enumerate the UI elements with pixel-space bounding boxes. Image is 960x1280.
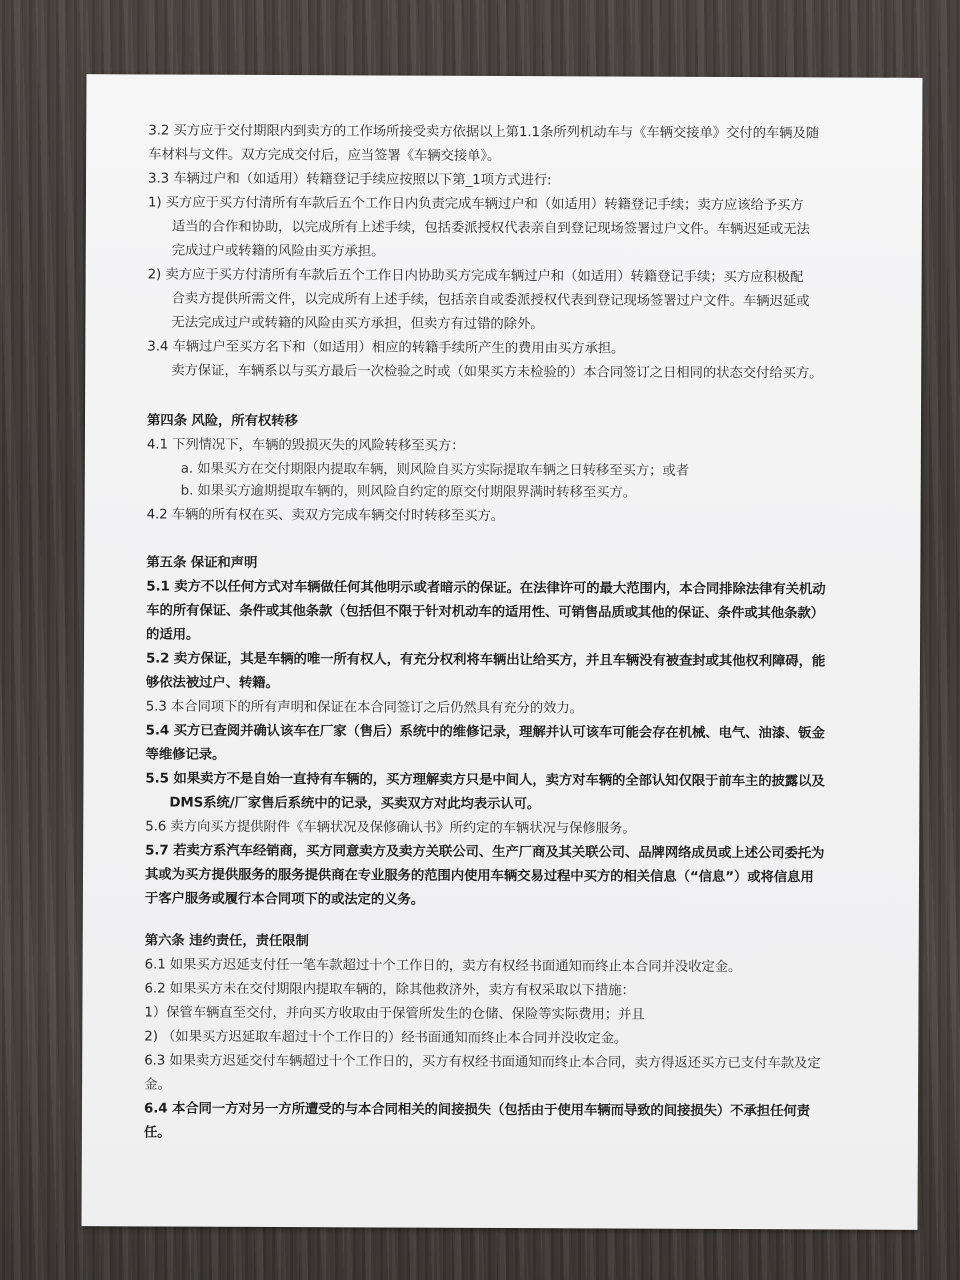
contract-page — [81, 74, 922, 1230]
item-1-line-2: 适当的合作和协助，以完成所有上述手续，包括委派授权代表亲自到登记现场签署过户文件。车辆迟延或无法 — [171, 219, 810, 238]
clause-6-4-line-1: 6.4 本合同一方对另一方所遭受的与本合同相关的间接损失（包括由于使用车辆而导致的间接损失）不承担任何责 — [143, 1101, 810, 1120]
clause-6-3-line-1: 6.3 如果卖方迟延交付车辆超过十个工作日的，买方有权经书面通知而终止本合同，卖方得返还买方已支付车款及定 — [144, 1053, 821, 1072]
clause-5-6: 5.6 卖方向买方提供附件《车辆状况及保修确认书》所约定的车辆状况与保修服务。 — [145, 819, 636, 837]
article-6-heading: 第六条 违约责任，责任限制 — [144, 933, 309, 950]
clause-5-2-line-1: 5.2 卖方保证，其是车辆的唯一所有权人，有充分权利将车辆出让给买方，并且车辆没有被查封或其他权利障碍，能 — [145, 651, 826, 670]
article-5-heading: 第五条 保证和声明 — [146, 555, 258, 571]
clause-6-3-line-2: 金。 — [144, 1077, 171, 1093]
article-4-heading: 第四条 风险，所有权转移 — [146, 413, 298, 430]
clause-6-1: 6.1 如果买方迟延支付任一笔车款超过十个工作日的，卖方有权经书面通知而终止本合同并没收定金。 — [144, 957, 742, 976]
clause-3-2-line-2: 车材料与文件。双方完成交付后，应当签署《车辆交接单》。 — [148, 147, 501, 164]
item-2-line-3: 无法完成过户或转籍的风险由买方承担，但卖方有过错的除外。 — [171, 315, 544, 333]
clause-5-4-line-2: 等维修记录。 — [145, 747, 226, 763]
clause-5-7-line-3: 于客户服务或履行本合同项下的或法定的义务。 — [144, 891, 425, 908]
clause-4-1-a: a. 如果买方在交付期限内提取车辆，则风险自买方实际提取车辆之日转移至买方；或者 — [180, 461, 689, 479]
clause-3-3: 3.3 车辆过户和（如适用）转籍登记手续应按照以下第_1项方式进行: — [148, 171, 552, 189]
clause-5-5-line-1: 5.5 如果卖方不是自始一直持有车辆的，买方理解卖方只是中间人，卖方对车辆的全部认知仅限于前车主的披露以及 — [145, 771, 825, 790]
clause-5-4-line-1: 5.4 买方已查阅并确认该车在厂家（售后）系统中的维修记录，理解并认可该车可能会存在机械、电气、油漆、钣金 — [145, 723, 825, 742]
seller-guarantee: 卖方保证，车辆系以与买方最后一次检验之时或（如果买方未检验的）本合同签订之日相同的状态交付给买方。 — [171, 363, 823, 382]
clause-3-4: 3.4 车辆过户至买方名下和（如适用）相应的转籍手续所产生的费用由买方承担。 — [147, 339, 625, 357]
item-1-line-3: 完成过户或转籍的风险由买方承担。 — [171, 243, 385, 260]
clause-3-2-line-1: 3.2 买方应于交付期限内到卖方的工作场所接受卖方依据以上第1.1条所列机动车与《车辆交接单》交付的车辆及随 — [148, 123, 820, 142]
item-2-line-2: 合卖方提供所需文件，以完成所有上述手续，包括亲自或委派授权代表到登记现场签署过户文件。车辆迟延或 — [171, 291, 810, 310]
item-2-line-1: 2) 卖方应于买方付清所有车款后五个工作日内协助买方完成车辆过户和（如适用）转籍登记手续；买方应积极配 — [147, 267, 804, 286]
clause-4-2: 4.2 车辆的所有权在买、卖双方完成车辆交付时转移至买方。 — [146, 507, 505, 525]
clause-5-1-line-3: 的适用。 — [146, 627, 200, 643]
clause-5-1-line-1: 5.1 卖方不以任何方式对车辆做任何其他明示或者暗示的保证。在法律许可的最大范围内，本合同排除法律有关机动 — [146, 579, 826, 598]
clause-5-3: 5.3 本合同项下的所有声明和保证在本合同签订之后仍然具有充分的效力。 — [145, 699, 583, 717]
item-1-line-1: 1) 买方应于买方付清所有车款后五个工作日内负责完成车辆过户和（如适用）转籍登记手续；卖方应该给予买方 — [147, 195, 804, 214]
clause-4-1-b: b. 如果买方逾期提取车辆的，则风险自约定的原交付期限界满时转移至买方。 — [180, 483, 637, 501]
clause-6-4-line-2: 任。 — [143, 1125, 171, 1141]
clause-4-1: 4.1 下列情况下，车辆的毁损灭失的风险转移至买方： — [146, 437, 465, 454]
clause-6-2-item-1: 1）保管车辆直至交付，并向买方收取由于保管所发生的仓储、保险等实际费用；并且 — [144, 1005, 645, 1023]
clause-6-2: 6.2 如果买方未在交付期限内提取车辆的，除其他救济外，卖方有权采取以下措施： — [144, 981, 635, 999]
clause-6-2-item-2: 2) （如果买方迟延取车超过十个工作日的）经书面通知而终止本合同并没收定金。 — [144, 1029, 628, 1047]
contract-text — [143, 122, 860, 1141]
clause-5-1-line-2: 车的所有保证、条件或其他条款（包括但不限于针对机动车的适用性、可销售品质或其他的保证、条件或其他条款） — [146, 603, 825, 622]
clause-5-2-line-2: 够依法被过户、转籍。 — [145, 675, 279, 692]
clause-5-7-line-1: 5.7 若卖方系汽车经销商，买方同意卖方及卖方关联公司、生产厂商及其关联公司、品牌网络成员或上述公司委托为 — [145, 843, 825, 862]
clause-5-7-line-2: 其或为买方提供服务的服务提供商在专业服务的范围内使用车辆交易过程中买方的相关信息（“信息”）或将信息用 — [144, 867, 814, 886]
clause-5-5-line-2: DMS系统/厂家售后系统中的记录，买卖双方对此均表示认可。 — [169, 795, 541, 813]
